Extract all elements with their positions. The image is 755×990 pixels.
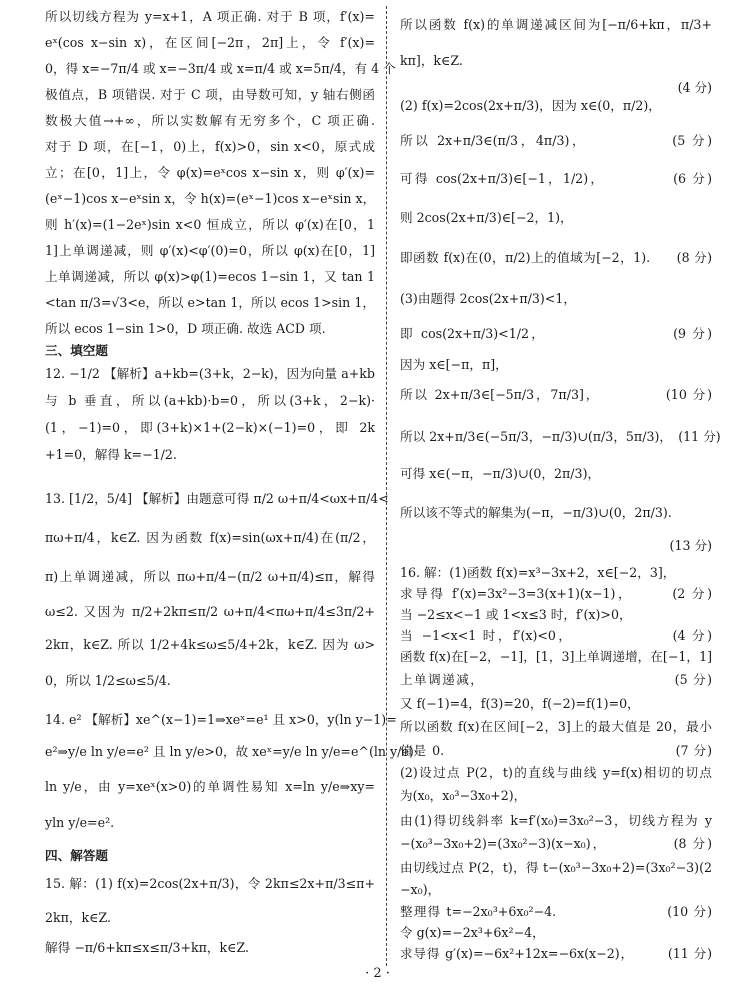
text-line: 1]上单调递减，则 φ′(x)<φ′(0)=0，所以 φ(x)在[0，1] [45, 243, 375, 258]
text-line: 对于 D 项，在[−1，0)上，f(x)>0，sin x<0，原式成 [45, 139, 375, 154]
text-line: 即函数 f(x)在(0，π/2)上的值域为[−2，1). (8 分) [400, 250, 712, 265]
text-line: 所以切线方程为 y=x+1，A 项正确. 对于 B 项，f′(x)= [45, 9, 375, 24]
text-line: 整理得 t=−2x₀³+6x₀²−4. (10 分) [400, 904, 712, 919]
text-line: 则 h′(x)=(1−2eˣ)sin x<0 恒成立，所以 φ′(x)在[0，1 [45, 217, 375, 232]
text-line: 13. [1/2，5/4] 【解析】由题意可得 π/2 ω+π/4<ωx+π/4< [45, 491, 389, 506]
text-line: 函数 f(x)在[−2，−1]，[1，3]上单调递增，在[−1，1] [400, 649, 712, 664]
text-line: 14. e² 【解析】xe^(x−1)=1⇒xeˣ=e¹ 且 x>0，y(ln y−1)= [45, 712, 397, 727]
text-line: 2kπ，k∈Z. 所以 1/2+4k≤ω≤5/4+2k，k∈Z. 因为 ω> [45, 637, 375, 652]
text-line: (1，−1)=0，即(3+k)×1+(2−k)×(−1)=0，即 2k [45, 420, 375, 435]
text-line: 所以该不等式的解集为(−π，−π/3)∪(0，2π/3). [400, 505, 672, 520]
text-line: 所以函数 f(x)的单调递减区间为[−π/6+kπ，π/3+ [400, 17, 712, 32]
score-mark: (13 分) [669, 538, 712, 553]
text-line: 值是 0. (7 分) [400, 743, 712, 758]
text-line: 立；在[0，1]上，令 φ(x)=eˣcos x−sin x，则 φ′(x)= [45, 165, 375, 180]
text-line: 求导得 g′(x)=−6x²+12x=−6x(x−2)， (11 分) [400, 946, 712, 961]
text-line: 16. 解：(1)函数 f(x)=x³−3x+2，x∈[−2，3]， [400, 565, 676, 580]
text-line: 所以函数 f(x)在区间[−2，3]上的最大值是 20，最小 [400, 719, 712, 734]
text-line: 2kπ，k∈Z. [45, 910, 112, 925]
text-line: 15. 解：(1) f(x)=2cos(2x+π/3)，令 2kπ≤2x+π/3≤π+ [45, 876, 375, 891]
text-line: −(x₀³−3x₀+2)=(3x₀²−3)(x−x₀)， (8 分) [400, 836, 712, 851]
text-line: 数极大值→+∞，所以实数解有无穷多个，C 项正确. [45, 113, 375, 128]
text-line: −x₀)， [400, 882, 441, 897]
text-line: 0，所以 1/2≤ω≤5/4. [45, 673, 171, 688]
text-line: 所以 2x+π/3∈(−5π/3，−π/3)∪(π/3，5π/3)， (11 分) [400, 429, 721, 444]
text-line: 上单调递减， (5 分) [400, 672, 712, 687]
score-mark: (4 分) [677, 80, 712, 95]
column-divider [386, 6, 387, 966]
text-line: 与 b 垂直，所以(a+kb)·b=0，所以(3+k，2−k)· [45, 393, 375, 408]
page-number: · 2 · [365, 966, 390, 981]
text-line: 解得 −π/6+kπ≤x≤π/3+kπ，k∈Z. [45, 940, 250, 955]
text-line: (2)设过点 P(2，t)的直线与曲线 y=f(x)相切的切点 [400, 765, 712, 780]
text-line: eˣ(cos x−sin x)，在区间[−2π，2π]上，令 f′(x)= [45, 35, 375, 50]
text-line: 为(x₀，x₀³−3x₀+2)， [400, 788, 527, 803]
text-line: 即 cos(2x+π/3)<1/2， (9 分) [400, 326, 712, 341]
text-line: (3)由题得 2cos(2x+π/3)<1， [400, 291, 576, 306]
text-line: ln y/e，由 y=xeˣ(x>0)的单调性易知 x=ln y/e⇒xy= [45, 779, 375, 794]
text-line: 由(1)得切线斜率 k=f′(x₀)=3x₀²−3，切线方程为 y [400, 813, 712, 828]
text-line: <tan π/3=√3<e，所以 e>tan 1，所以 ecos 1>sin 1， [45, 295, 375, 310]
text-line: 极值点，B 项错误. 对于 C 项，由导数可知，y 轴右侧函 [45, 87, 375, 102]
text-line: ω≤2. 又因为 π/2+2kπ≤π/2 ω+π/4<πω+π/4≤3π/2+ [45, 604, 375, 619]
text-line: (2) f(x)=2cos(2x+π/3)，因为 x∈(0，π/2)， [400, 98, 661, 113]
text-line: 求导得 f′(x)=3x²−3=3(x+1)(x−1)， (2 分) [400, 586, 712, 601]
text-line: 由切线过点 P(2，t)，得 t−(x₀³−3x₀+2)=(3x₀²−3)(2 [400, 860, 712, 875]
text-line: 当 −2≤x<−1 或 1<x≤3 时，f′(x)>0， [400, 607, 632, 622]
text-line: 则 2cos(2x+π/3)∈[−2，1)， [400, 210, 573, 225]
text-line: 令 g(x)=−2x³+6x²−4， [400, 925, 545, 940]
text-line: (eˣ−1)cos x−eˣsin x，令 h(x)=(eˣ−1)cos x−eˣsin x， [45, 191, 376, 206]
text-line: 又 f(−1)=4，f(3)=20，f(−2)=f(1)=0， [400, 696, 640, 711]
text-line: 12. −1/2 【解析】a+kb=(3+k，2−k)，因为向量 a+kb [45, 366, 375, 381]
text-line: 当 −1<x<1 时，f′(x)<0， (4 分) [400, 628, 712, 643]
text-line: 可得 x∈(−π，−π/3)∪(0，2π/3)， [400, 466, 601, 481]
text-line: πω+π/4，k∈Z. 因为函数 f(x)=sin(ωx+π/4)在(π/2， [45, 530, 375, 545]
section-heading: 四、解答题 [45, 848, 108, 863]
section-heading: 三、填空题 [45, 343, 108, 358]
text-line: kπ]，k∈Z. [400, 53, 463, 68]
text-line: +1=0，解得 k=−1/2. [45, 447, 177, 462]
text-line: 因为 x∈[−π，π]， [400, 357, 508, 372]
text-line: 可得 cos(2x+π/3)∈[−1，1/2)， (6 分) [400, 171, 712, 186]
text-line: 所以 2x+π/3∈(π/3，4π/3)， (5 分) [400, 133, 712, 148]
text-line: π)上单调递减，所以 πω+π/4−(π/2 ω+π/4)≤π，解得 [45, 569, 375, 584]
text-line: 上单调递减，所以 φ(x)>φ(1)=ecos 1−sin 1，又 tan 1 [45, 269, 375, 284]
text-line: 所以 2x+π/3∈[−5π/3，7π/3]， (10 分) [400, 387, 712, 402]
text-line: e²⇒y/e ln y/e=e² 且 ln y/e>0，故 xeˣ=y/e ln y/e=e^(ln y/e)· [45, 744, 418, 759]
text-line: 0，得 x=−7π/4 或 x=−3π/4 或 x=π/4 或 x=5π/4，有 4 个 [45, 61, 396, 76]
text-line: yln y/e=e². [45, 815, 115, 830]
text-line: 所以 ecos 1−sin 1>0，D 项正确. 故选 ACD 项. [45, 321, 326, 336]
